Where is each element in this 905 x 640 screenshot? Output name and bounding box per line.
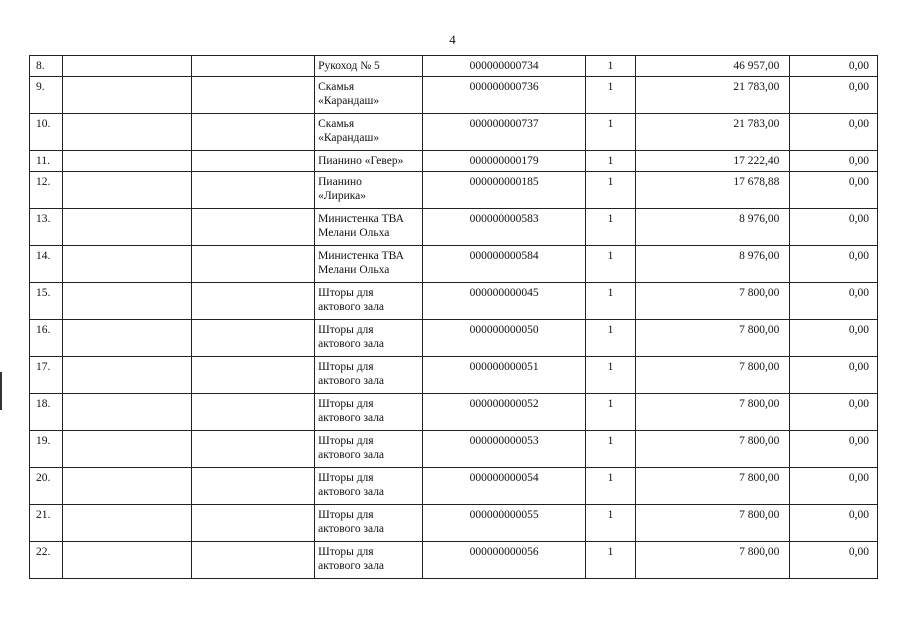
- item-name-line: актового зала: [318, 486, 385, 498]
- row-number: 16.: [30, 320, 63, 357]
- book-value: 7 800,00: [635, 468, 790, 505]
- quantity: 1: [586, 394, 635, 431]
- item-name: [315, 172, 423, 209]
- item-name-line: Шторы для: [318, 509, 374, 521]
- table-row: [30, 320, 878, 357]
- empty-cell: [192, 431, 315, 468]
- item-name: [315, 151, 423, 172]
- book-value: 21 783,00: [635, 77, 790, 114]
- item-name: [315, 431, 423, 468]
- item-name-line: Скамья: [318, 81, 355, 93]
- item-name: [315, 394, 423, 431]
- item-name: [315, 505, 423, 542]
- table-row: [30, 505, 878, 542]
- inventory-number: 000000000737: [422, 114, 585, 151]
- empty-cell: [192, 246, 315, 283]
- residual-value: 0,00: [790, 320, 878, 357]
- inventory-number: 000000000179: [422, 151, 585, 172]
- table-row: [30, 542, 878, 579]
- empty-cell: [192, 114, 315, 151]
- empty-cell: [63, 431, 192, 468]
- row-number: 22.: [30, 542, 63, 579]
- item-name-line: Министенка ТВА: [318, 250, 404, 262]
- book-value: 7 800,00: [635, 505, 790, 542]
- quantity: 1: [586, 320, 635, 357]
- item-name-line: Министенка ТВА: [318, 213, 404, 225]
- inventory-number: 000000000584: [422, 246, 585, 283]
- empty-cell: [192, 151, 315, 172]
- item-name-line: «Карандаш»: [318, 132, 380, 144]
- table-row: [30, 151, 878, 172]
- inventory-number: 000000000056: [422, 542, 585, 579]
- row-number: 8.: [30, 56, 63, 77]
- item-name-line: актового зала: [318, 301, 385, 313]
- book-value: 21 783,00: [635, 114, 790, 151]
- inventory-number: 000000000045: [422, 283, 585, 320]
- book-value: 8 976,00: [635, 246, 790, 283]
- residual-value: 0,00: [790, 505, 878, 542]
- item-name-line: Шторы для: [318, 398, 374, 410]
- row-number: 10.: [30, 114, 63, 151]
- table-row: [30, 431, 878, 468]
- residual-value: 0,00: [790, 77, 878, 114]
- inventory-number: 000000000052: [422, 394, 585, 431]
- item-name-line: Пианино: [318, 176, 362, 188]
- empty-cell: [192, 77, 315, 114]
- row-number: 14.: [30, 246, 63, 283]
- row-number: 20.: [30, 468, 63, 505]
- residual-value: 0,00: [790, 468, 878, 505]
- item-name-line: актового зала: [318, 449, 385, 461]
- item-name-line: Шторы для: [318, 546, 374, 558]
- item-name-line: Шторы для: [318, 472, 374, 484]
- quantity: 1: [586, 172, 635, 209]
- book-value: 17 222,40: [635, 151, 790, 172]
- item-name: [315, 77, 423, 114]
- inventory-number: 000000000054: [422, 468, 585, 505]
- item-name: [315, 320, 423, 357]
- item-name-line: актового зала: [318, 523, 385, 535]
- empty-cell: [192, 56, 315, 77]
- row-number: 18.: [30, 394, 63, 431]
- empty-cell: [63, 505, 192, 542]
- page-number: 4: [449, 32, 456, 47]
- inventory-number: 000000000583: [422, 209, 585, 246]
- item-name-line: актового зала: [318, 412, 385, 424]
- quantity: 1: [586, 246, 635, 283]
- book-value: 7 800,00: [635, 283, 790, 320]
- item-name: [315, 357, 423, 394]
- inventory-number: 000000000734: [422, 56, 585, 77]
- empty-cell: [192, 505, 315, 542]
- margin-mark: [0, 372, 2, 410]
- quantity: 1: [586, 468, 635, 505]
- table-row: [30, 209, 878, 246]
- empty-cell: [192, 209, 315, 246]
- empty-cell: [63, 283, 192, 320]
- item-name-line: Шторы для: [318, 361, 374, 373]
- book-value: 7 800,00: [635, 357, 790, 394]
- item-name: [315, 114, 423, 151]
- item-name-line: актового зала: [318, 560, 385, 572]
- empty-cell: [63, 246, 192, 283]
- quantity: 1: [586, 151, 635, 172]
- empty-cell: [192, 320, 315, 357]
- book-value: 46 957,00: [635, 56, 790, 77]
- residual-value: 0,00: [790, 151, 878, 172]
- table-row: [30, 468, 878, 505]
- empty-cell: [63, 172, 192, 209]
- book-value: 7 800,00: [635, 320, 790, 357]
- row-number: 12.: [30, 172, 63, 209]
- table-row: [30, 246, 878, 283]
- item-name-line: Скамья: [318, 118, 355, 130]
- empty-cell: [192, 283, 315, 320]
- residual-value: 0,00: [790, 114, 878, 151]
- book-value: 7 800,00: [635, 394, 790, 431]
- empty-cell: [63, 56, 192, 77]
- empty-cell: [63, 542, 192, 579]
- residual-value: 0,00: [790, 357, 878, 394]
- book-value: 17 678,88: [635, 172, 790, 209]
- row-number: 15.: [30, 283, 63, 320]
- quantity: 1: [586, 114, 635, 151]
- item-name-line: Рукоход № 5: [318, 60, 380, 72]
- item-name-line: Мелани Ольха: [318, 227, 390, 239]
- item-name-line: Шторы для: [318, 287, 374, 299]
- item-name-line: актового зала: [318, 338, 385, 350]
- quantity: 1: [586, 209, 635, 246]
- item-name-line: Пианино «Гевер»: [318, 155, 404, 167]
- empty-cell: [63, 394, 192, 431]
- item-name: [315, 246, 423, 283]
- table-row: [30, 172, 878, 209]
- quantity: 1: [586, 431, 635, 468]
- item-name: [315, 283, 423, 320]
- row-number: 19.: [30, 431, 63, 468]
- quantity: 1: [586, 283, 635, 320]
- row-number: 11.: [30, 151, 63, 172]
- empty-cell: [63, 468, 192, 505]
- quantity: 1: [586, 77, 635, 114]
- inventory-table: [29, 55, 878, 579]
- item-name: [315, 468, 423, 505]
- empty-cell: [192, 394, 315, 431]
- row-number: 17.: [30, 357, 63, 394]
- empty-cell: [63, 209, 192, 246]
- item-name-line: «Карандаш»: [318, 95, 380, 107]
- empty-cell: [192, 542, 315, 579]
- item-name: [315, 209, 423, 246]
- inventory-number: 000000000736: [422, 77, 585, 114]
- empty-cell: [63, 357, 192, 394]
- residual-value: 0,00: [790, 56, 878, 77]
- inventory-number: 000000000055: [422, 505, 585, 542]
- empty-cell: [63, 114, 192, 151]
- row-number: 21.: [30, 505, 63, 542]
- table-row: [30, 114, 878, 151]
- item-name: [315, 542, 423, 579]
- item-name-line: «Лирика»: [318, 190, 367, 202]
- empty-cell: [192, 468, 315, 505]
- residual-value: 0,00: [790, 283, 878, 320]
- empty-cell: [63, 151, 192, 172]
- inventory-number: 000000000051: [422, 357, 585, 394]
- item-name-line: Шторы для: [318, 435, 374, 447]
- empty-cell: [63, 320, 192, 357]
- item-name-line: Мелани Ольха: [318, 264, 390, 276]
- item-name-line: актового зала: [318, 375, 385, 387]
- inventory-number: 000000000185: [422, 172, 585, 209]
- book-value: 7 800,00: [635, 431, 790, 468]
- empty-cell: [192, 357, 315, 394]
- residual-value: 0,00: [790, 394, 878, 431]
- quantity: 1: [586, 542, 635, 579]
- book-value: 7 800,00: [635, 542, 790, 579]
- inventory-number: 000000000050: [422, 320, 585, 357]
- empty-cell: [63, 77, 192, 114]
- residual-value: 0,00: [790, 542, 878, 579]
- table-row: [30, 283, 878, 320]
- row-number: 9.: [30, 77, 63, 114]
- row-number: 13.: [30, 209, 63, 246]
- residual-value: 0,00: [790, 246, 878, 283]
- quantity: 1: [586, 56, 635, 77]
- residual-value: 0,00: [790, 431, 878, 468]
- table-row: [30, 394, 878, 431]
- table-row: [30, 77, 878, 114]
- item-name: [315, 56, 423, 77]
- inventory-number: 000000000053: [422, 431, 585, 468]
- quantity: 1: [586, 357, 635, 394]
- residual-value: 0,00: [790, 209, 878, 246]
- quantity: 1: [586, 505, 635, 542]
- table-row: [30, 357, 878, 394]
- table-row: [30, 56, 878, 77]
- residual-value: 0,00: [790, 172, 878, 209]
- empty-cell: [192, 172, 315, 209]
- item-name-line: Шторы для: [318, 324, 374, 336]
- book-value: 8 976,00: [635, 209, 790, 246]
